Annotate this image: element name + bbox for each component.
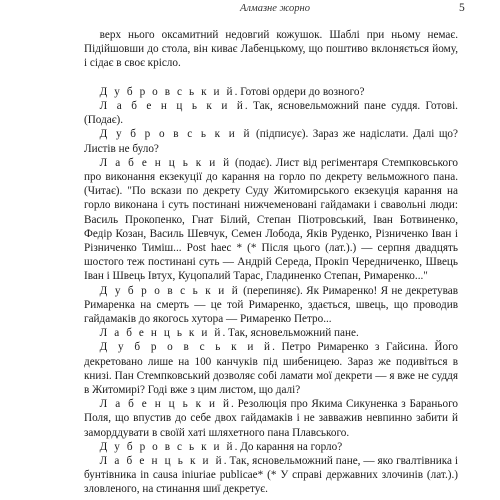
paragraph: [84, 127, 458, 155]
speaker-name: Д у б р о в с ь к и й: [99, 284, 240, 297]
paragraph-text: (перепиняє). Як Римаренко! Я не декретував Римаренка на смерть — це той Римаренко, здається, швець, що проводив гайдамаків до якогось хутора — Римаренко Петро...: [84, 284, 458, 326]
paragraph: [84, 156, 458, 284]
speaker-name: Л а б е н ц ь к и й: [99, 156, 232, 169]
paragraph: [84, 85, 458, 99]
paragraph-text: . Петро Римаренко з Гайсина. Його декретовано лише на 100 канчуків під шибеницею. Зараз же подивіться в книзі. Пан Стемпковський дозволяє собі ламати мої декрети — я вже не суддя в Житомирі? Годі вже з цим листом, що далі?: [84, 341, 458, 397]
page-number: 5: [459, 2, 465, 14]
page-header: [0, 2, 500, 18]
paragraph: [84, 440, 458, 454]
paragraph-text: . Так, ясновельможний пане.: [222, 327, 359, 340]
speaker-name: Л а б е н ц ь к и й: [99, 327, 223, 340]
speaker-name: Л а б е н ц ь к и й: [99, 455, 224, 468]
paragraph: [84, 28, 458, 71]
paragraph: [84, 340, 458, 397]
paragraph-text: . До карання на горло?: [234, 440, 343, 453]
paragraph: [84, 99, 458, 127]
paragraph: [84, 326, 458, 340]
paragraph: [84, 454, 458, 497]
speaker-name: Л а б е н ц ь к и й: [99, 398, 232, 411]
paragraph: [84, 284, 458, 327]
paragraph-text: . Так, ясновельможний пане суддя. Готові. (Подає).: [84, 100, 458, 127]
paragraph-text: (подає). Лист від регіментаря Стемпковського про виконання екзекуції до карання на горло по декрету вельможного пана. (Читає). "По вскази по декрету Суду Житомирського екзекуція карання на горло виконана і суть постинані нижчеменовані гайдамаки і свавольні люди: Василь Прокопенко, Гнат Білий, Степан Піотровський, Іван Ботвиненко, Федір Козан, Василь Шевчук, Семен Лобода, Яків Руденко, Різниченко Іван і Різниченко Тиміш... Post haec * (* Після цього (лат.).) — серпня двадцять шостого теж постинані суть — Андрій Середа, Прокіп Чередниченко, Швець Іван і Швець Івтух, Куцопалий Тарас, Гладиненко Степан, Римаренко...": [84, 156, 458, 283]
paragraph: [84, 397, 458, 440]
running-title: Алмазне жорно: [240, 3, 310, 14]
speaker-name: Д у б р о в с ь к и й: [99, 85, 235, 98]
speaker-name: Л а б е н ц ь к и й: [99, 100, 245, 112]
page-body: [84, 28, 458, 497]
speaker-name: Д у б р о в с ь к и й: [99, 341, 273, 354]
paragraph-text: . Так, ясновельможний пане, — яко гвалтівника і бунтівника in causa iniuriae publicae* (* У справі державних злочинів (лат.).) зловленого, на стинання шиї декретує.: [84, 455, 458, 496]
paragraph-text: . Готові ордери до возного?: [234, 85, 365, 98]
speaker-name: Д у б р о в с ь к и й: [99, 128, 252, 141]
speaker-name: Д у б р о в с ь к и й: [99, 440, 235, 453]
paragraph-text: верх нього оксамитний недовгий кожушок. Шаблі при ньому немає. Підійшовши до стола, він киває Лабенцькому, що поштиво вклоняється йому, і сідає в своє крісло.: [84, 29, 458, 70]
paragraph-text: . Резолюція про Якима Сикуненка з Баранього Поля, що впустив до себе двох гайдамаків і не завважив невпинно забити й заморддувати в своїй хаті шляхетного пана Плавського.: [84, 398, 458, 439]
paragraph-text: (підписує). Зараз же надіслати. Далі що? Листів не було?: [84, 128, 458, 155]
